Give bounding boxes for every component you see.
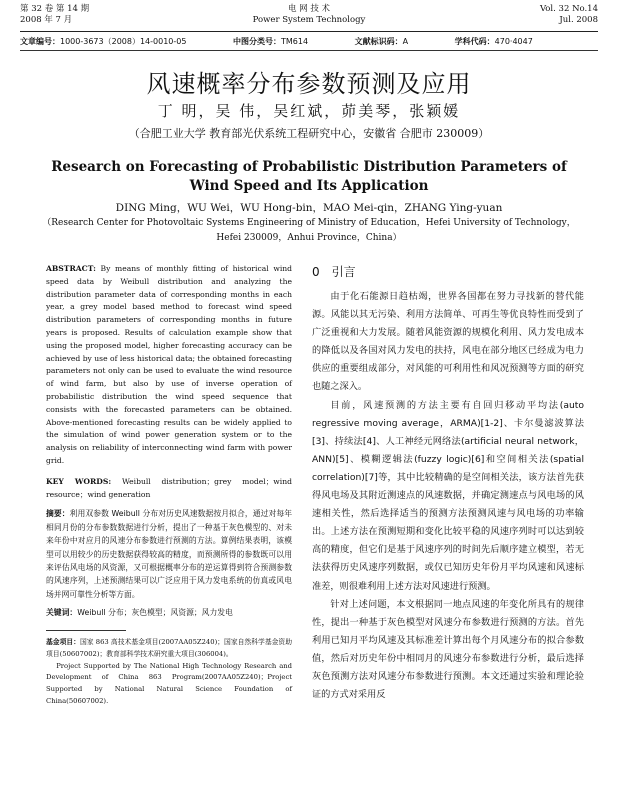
article-meta	[20, 36, 598, 47]
affiliation-cn: （合肥工业大学 教育部光伏系统工程研究中心，安徽省 合肥市 230009）	[128, 127, 490, 140]
affiliation-en-line1: （Research Center for Photovoltaic Systems Engineering of Ministry of Education，Hefei University of Technology，	[42, 218, 576, 228]
abstract-cn-text: 利用双参数 Weibull 分布对历史风速数据按月拟合，通过对每年相同月份的分布参数数据进行分析，提出了一种基于灰色模型的、对未来年份中对应月的风速分布参数进行预测的方法。算例结果表明，该模型可以用较少的历史数据获得较高的精度，而预测所得的参数既可以用来评估风电场的风资源，又可根据概率分布的逆运算得到符合预测参数的风速序列，上述预测结果可以广泛应用于风力发电系统的仿真或风电场并网可靠性分析等方面。	[46, 509, 292, 599]
journal-name-cn: 电 网 技 术	[287, 4, 331, 14]
date-en: Jul. 2008	[559, 15, 598, 25]
abstract-en	[46, 263, 292, 468]
keywords-cn-label: 关键词：	[46, 608, 78, 618]
subject-code: 学科代码：470·4047	[454, 37, 533, 46]
abstract-cn-label: 摘要：	[46, 509, 70, 519]
meta-rule	[20, 50, 598, 51]
authors-cn: 丁 明，吴 伟，吴红斌，茆美琴，张颖媛	[157, 102, 461, 120]
volume-issue-en: Vol. 32 No.14	[539, 4, 598, 14]
body-paragraph: 针对上述问题，本文根据同一地点风速的年变化所具有的规律性，提出一种基于灰色模型对风速分布参数进行预测的方法。首先利用已知月平均风速及其标准差计算出每个月风速分布的拟合参数值，然后对历史年份中相同月的风速分布参数进行分析，最后选择灰色预测方法对风速分布参数进行预测。本文还通过实验和理论验证的方式对采用反	[312, 598, 584, 701]
paper-title-en-line2: Wind Speed and Its Application	[189, 178, 429, 194]
journal-name	[20, 4, 598, 26]
keywords-en-text: Weibull distribution；grey model；wind resource；wind generation	[46, 476, 292, 499]
left-column	[46, 263, 292, 708]
article-number: 文章编号：1000-3673（2008）14-0010-05	[20, 37, 187, 46]
abstract-en-text: By means of monthly fitting of historical wind speed data by Weibull distribution and analyzing the distribution parameter data of corresponding months in each year, a grey model based method to forecast wind speed distribution parameters of corresponding months in future years is proposed. Results of calculation example show that using the proposed model, higher forecasting accuracy can be achieved by use of less historical data; the obtained forecasting parameters not only can be used to evaluate the wind resource of wind farm, but also by use of inverse operation of probabilistic distribution the wind speed sequence that consists with the forecasted parameters can be obtained. Above-mentioned forecasting results can be widely applied to the simulation of wind power generation system or to the analysis on reliability of interconnecting wind farm with power grid.	[46, 264, 292, 465]
section-heading	[312, 263, 584, 280]
keywords-cn-text: Weibull 分布；灰色模型；风资源；风力发电	[77, 608, 233, 618]
volume-issue-cn: 第 32 卷 第 14 期	[20, 4, 90, 14]
authors-en: DING Ming，WU Wei，WU Hong-bin，MAO Mei-qin，ZHANG Ying-yuan	[115, 202, 503, 214]
fund-cn	[46, 637, 292, 661]
right-column	[312, 263, 584, 704]
keywords-en	[46, 476, 292, 502]
journal-header	[20, 4, 598, 34]
abstract-cn	[46, 507, 292, 601]
fund-label: 基金项目：	[46, 637, 80, 646]
body-paragraph: 目前，风速预测的方法主要有自回归移动平均法(auto regressive moving average，ARMA)[1-2]、卡尔曼滤波算法[3]、持续法[4]、人工神经元网络法(artificial neural network，ANN)[5]、模糊逻辑法(fuzzy logic)[6]和空间相关法(spatial correlation)[7]等，其中比较精确的是空间相关法，该方法首先获得风电场及其附近测速点的风速数据，并确定测速点与风电场的风速相关性，然后选择适当的预测方法预测风速与风电场的功率输出。上述方法在预测短期和变化比较平稳的风速序列时可以达到较高的精度，但它们是基于风速序列的时间先后顺序建立模型，若无法获得历史风速序列数据，或仅已知历史年份月平均风速和风速标准差，则很难利用上述方法对风速进行预测。	[312, 399, 584, 592]
section-title: 引言	[331, 265, 356, 279]
section-number: 0	[312, 265, 320, 279]
paper-title-en-line1: Research on Forecasting of Probabilistic Distribution Parameters of	[51, 159, 567, 175]
paper-title-cn: 风速概率分布参数预测及应用	[146, 70, 472, 98]
classification-number: 中图分类号：TM614	[233, 37, 309, 46]
issue-info-en	[540, 4, 598, 26]
journal-name-en: Power System Technology	[252, 15, 366, 25]
date-cn: 2008 年 7 月	[20, 15, 73, 25]
header-rule	[20, 31, 598, 32]
paper-title-en	[0, 158, 618, 196]
affiliation-en-line2: Hefei 230009，Anhui Province，China）	[216, 233, 402, 243]
fund-cn-text: 国家 863 高技术基金项目(2007AA05Z240)；国家自然科学基金资助项目(50607002)；教育部科学技术研究重大项目(306004)。	[46, 637, 293, 658]
keywords-en-label: KEY WORDS:	[46, 476, 112, 486]
footnote-rule	[46, 630, 126, 631]
affiliation-en	[0, 216, 618, 246]
fund-en: Project Supported by The National High Technology Research and Development of China 863 Program(2007AA05Z240)；Project Supported by National Natural Science Foundation of China(50607002).	[46, 661, 292, 705]
body-paragraph: 由于化石能源日趋枯竭，世界各国都在努力寻找新的替代能源。风能以其无污染、利用方法简单、可再生等优良特性而受到了广泛重视和大力发展。随着风能资源的规模化利用、风力发电成本的降低以及各国对风力发电的扶持，风电在部分地区已经成为电力供应的重要组成部分，对风能的可利用性和风况预测等方面的研究也随之深入。	[312, 291, 584, 393]
keywords-cn	[46, 607, 292, 620]
document-code: 文献标识码：A	[354, 37, 409, 46]
abstract-en-label: ABSTRACT:	[46, 264, 96, 273]
